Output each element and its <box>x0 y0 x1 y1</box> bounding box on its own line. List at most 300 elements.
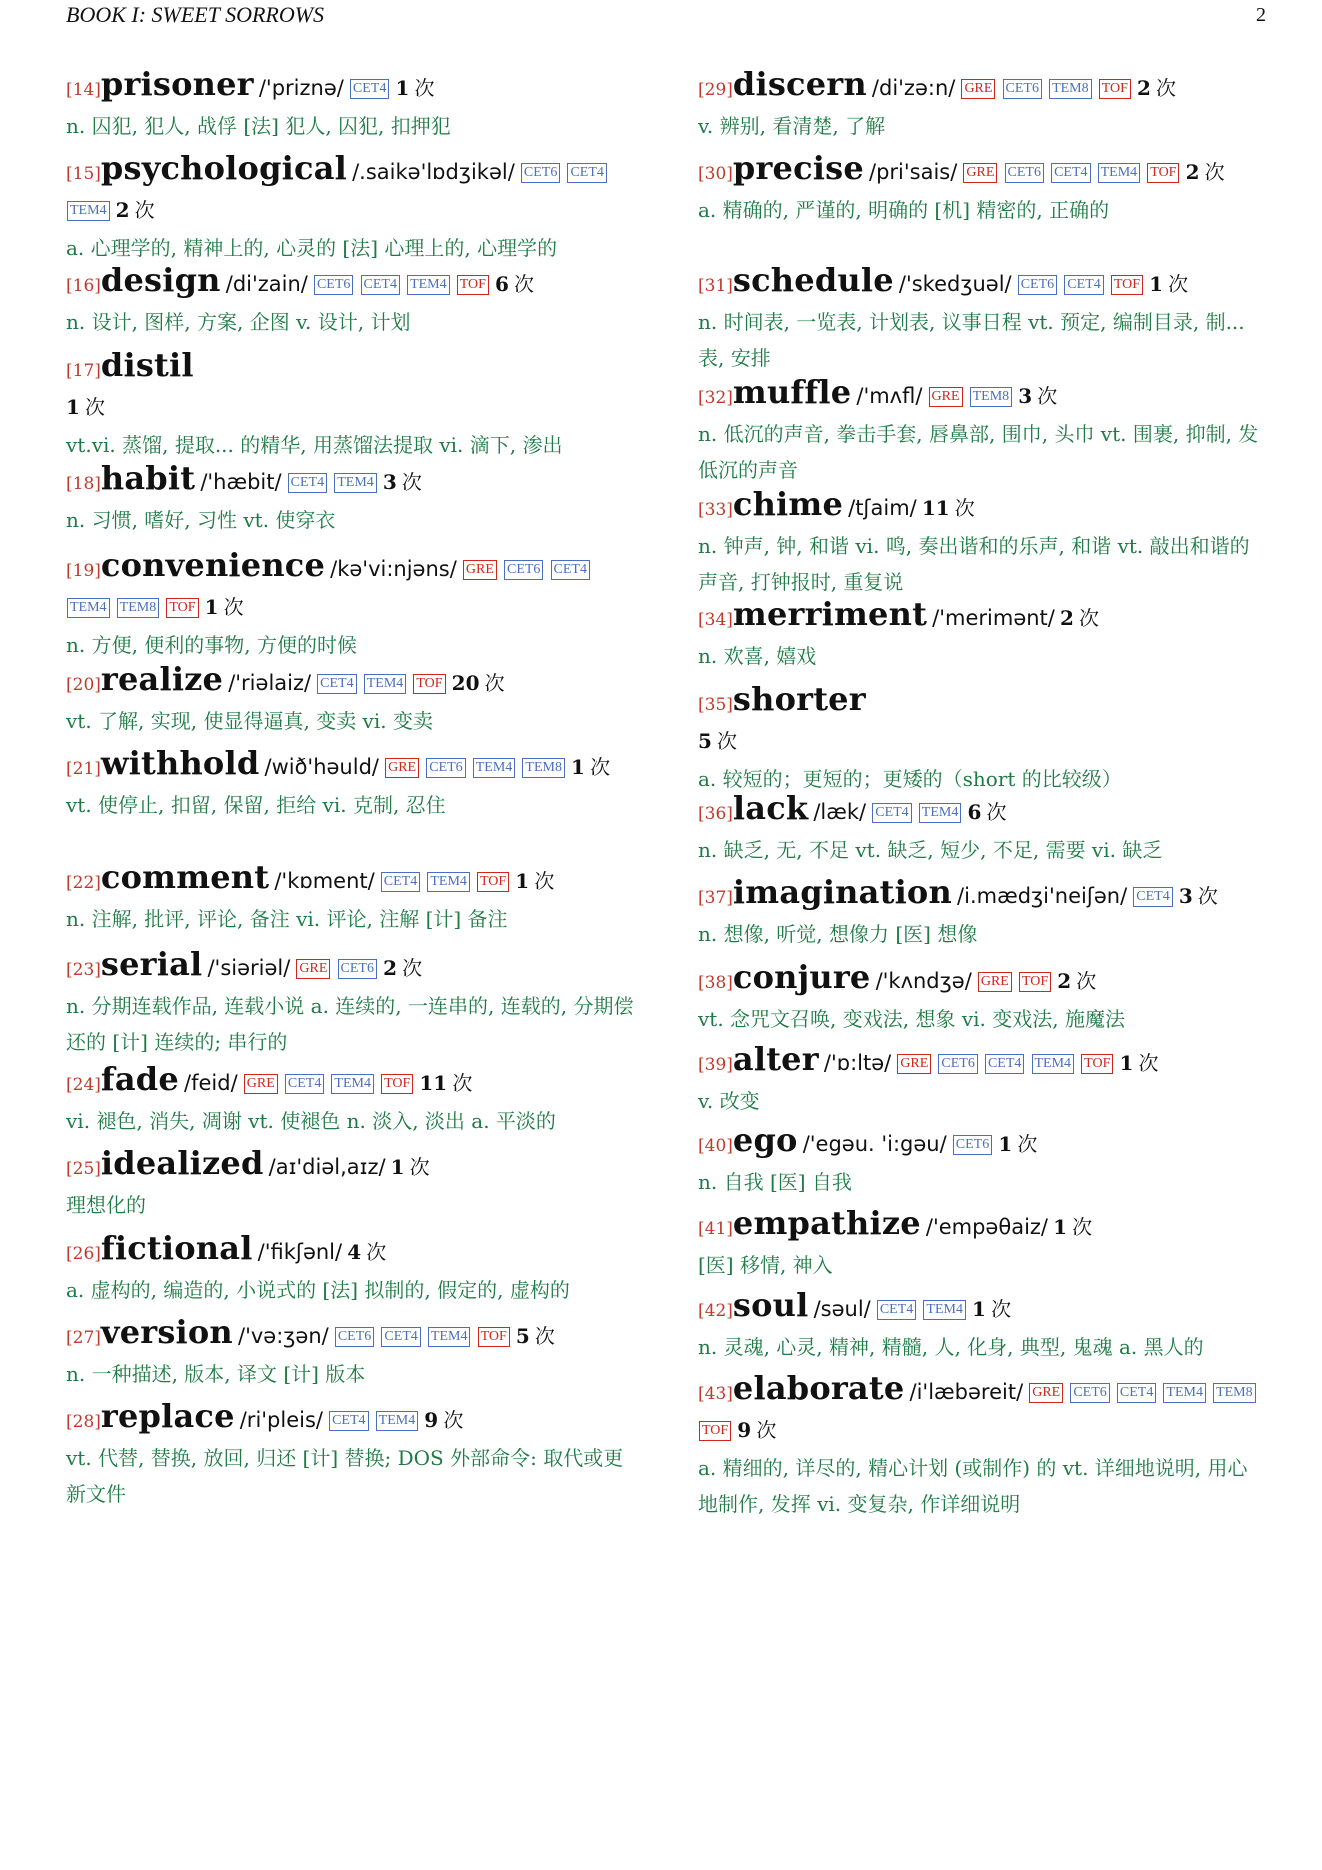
entry-word: empathize <box>732 1204 921 1242</box>
occurrence-unit: 次 <box>366 1240 387 1264</box>
occurrence-unit: 次 <box>443 1408 464 1432</box>
exam-tag-badge: TEM4 <box>334 473 377 493</box>
entry-head <box>698 374 1266 416</box>
exam-tag-badge: CET6 <box>314 275 353 295</box>
exam-tag-badge: TOF <box>381 1074 413 1094</box>
entry-phonetic: /ri'pleis/ <box>239 1408 323 1432</box>
exam-tag-badge: GRE <box>1029 1383 1063 1403</box>
exam-tag-badge: TOF <box>413 674 445 694</box>
occurrence-unit: 次 <box>756 1418 777 1442</box>
entry-phonetic: /.saikə'lɒdʒikəl/ <box>352 160 515 184</box>
entry-head <box>66 547 634 627</box>
exam-tag-badge: TEM4 <box>407 275 450 295</box>
entry-index: [15] <box>66 164 101 184</box>
entry-word: fictional <box>100 1229 253 1267</box>
entry-definition: a. 心理学的, 精神上的, 心灵的 [法] 心理上的, 心理学的 <box>66 236 558 260</box>
entry-head <box>698 874 1266 916</box>
occurrence-count: 2 <box>1057 969 1072 993</box>
entry-word: lack <box>732 789 809 827</box>
vocab-entry <box>698 66 1266 144</box>
occurrence-unit: 次 <box>1017 1132 1038 1156</box>
vocab-entry <box>698 374 1266 488</box>
exam-tag-badge: CET6 <box>1070 1383 1109 1403</box>
entry-head <box>66 1230 634 1272</box>
occurrence-unit: 次 <box>1078 606 1099 630</box>
occurrence-unit: 次 <box>409 1155 430 1179</box>
entry-phonetic: /'siəriəl/ <box>207 956 291 980</box>
exam-tag-badge: CET4 <box>317 674 356 694</box>
entry-index: [25] <box>66 1159 101 1179</box>
entry-index: [27] <box>66 1328 101 1348</box>
occurrence-count: 1 <box>204 595 219 619</box>
entry-phonetic: /kə'vi:njəns/ <box>330 557 457 581</box>
exam-tag-badge: TOF <box>1019 972 1051 992</box>
entry-word: version <box>100 1313 233 1351</box>
book-title: BOOK I: SWEET SORROWS <box>66 2 325 27</box>
exam-tag-badge: CET4 <box>985 1054 1024 1074</box>
vocab-entry <box>66 1314 634 1392</box>
occurrence-count: 2 <box>1185 160 1200 184</box>
entry-definition: [医] 移情, 神入 <box>698 1253 833 1277</box>
entry-index: [19] <box>66 561 101 581</box>
occurrence-unit: 次 <box>414 76 435 100</box>
exam-tag-badge: CET4 <box>877 1300 916 1320</box>
entry-definition: v. 辨别, 看清楚, 了解 <box>698 114 886 138</box>
vocab-entry <box>66 262 634 340</box>
entry-index: [36] <box>698 804 733 824</box>
entry-definition: vi. 褪色, 消失, 凋谢 vt. 使褪色 n. 淡入, 淡出 a. 平淡的 <box>66 1109 556 1133</box>
exam-tag-badge: TEM4 <box>1163 1383 1206 1403</box>
exam-tag-badge: GRE <box>961 79 995 99</box>
exam-tag-badge: GRE <box>978 972 1012 992</box>
entry-phonetic: /'riəlaiz/ <box>228 671 312 695</box>
entry-definition: a. 虚构的, 编造的, 小说式的 [法] 拟制的, 假定的, 虚构的 <box>66 1278 570 1302</box>
exam-tag-badge: TEM4 <box>67 201 110 221</box>
exam-tag-badge: CET4 <box>1117 1383 1156 1403</box>
entry-definition: n. 分期连载作品, 连载小说 a. 连续的, 一连串的, 连载的, 分期偿还的 [计] 连续的; 串行的 <box>66 994 634 1054</box>
occurrence-count: 11 <box>419 1071 448 1095</box>
occurrence-count: 6 <box>495 272 509 296</box>
entry-word: precise <box>732 149 864 187</box>
entry-word: comment <box>100 858 270 896</box>
entry-definition: n. 设计, 图样, 方案, 企图 v. 设计, 计划 <box>66 310 411 334</box>
entry-head <box>66 66 634 108</box>
exam-tag-badge: CET6 <box>521 163 560 183</box>
occurrence-unit: 次 <box>1197 884 1218 908</box>
entry-head <box>698 66 1266 108</box>
entry-index: [43] <box>698 1384 733 1404</box>
exam-tag-badge: CET6 <box>938 1054 977 1074</box>
exam-tag-badge: CET4 <box>361 275 400 295</box>
entry-index: [34] <box>698 610 733 630</box>
vocab-entry <box>66 460 634 538</box>
occurrence-unit: 次 <box>1076 969 1097 993</box>
entry-definition: a. 较短的；更短的；更矮的（short 的比较级） <box>698 767 1122 791</box>
vocab-entry <box>698 150 1266 228</box>
entry-index: [29] <box>698 80 733 100</box>
occurrence-count: 2 <box>383 956 397 980</box>
entry-word: habit <box>100 459 196 497</box>
exam-tag-badge: CET4 <box>1133 887 1172 907</box>
vocab-entry <box>66 946 634 1060</box>
entry-word: alter <box>732 1040 819 1078</box>
entry-word: replace <box>100 1397 235 1435</box>
exam-tag-badge: TOF <box>478 1327 510 1347</box>
entry-definition: n. 一种描述, 版本, 译文 [计] 版本 <box>66 1362 366 1386</box>
occurrence-unit: 次 <box>986 800 1007 824</box>
entry-word: psychological <box>100 149 347 187</box>
entry-head <box>698 1370 1266 1450</box>
exam-tag-badge: GRE <box>463 560 497 580</box>
page-number: 2 <box>1256 4 1266 26</box>
entry-index: [20] <box>66 675 101 695</box>
entry-phonetic: /feid/ <box>184 1071 238 1095</box>
entry-index: [39] <box>698 1055 733 1075</box>
entry-head <box>698 1041 1266 1083</box>
occurrence-count: 1 <box>515 869 530 893</box>
vocab-entry <box>66 150 634 266</box>
entry-index: [35] <box>698 695 733 715</box>
entry-head <box>698 150 1266 192</box>
entry-definition: n. 时间表, 一览表, 计划表, 议事日程 vt. 预定, 编制目录, 制... 表, 安排 <box>698 310 1245 370</box>
occurrence-count: 1 <box>1149 272 1164 296</box>
entry-definition: vt. 了解, 实现, 使显得逼真, 变卖 vi. 变卖 <box>66 709 433 733</box>
occurrence-count: 1 <box>395 76 410 100</box>
exam-tag-badge: CET4 <box>1064 275 1103 295</box>
entry-index: [23] <box>66 960 101 980</box>
vocab-entry <box>698 1287 1266 1365</box>
occurrence-count: 11 <box>921 496 950 520</box>
entry-index: [40] <box>698 1136 733 1156</box>
entry-word: shorter <box>732 680 866 718</box>
occurrence-unit: 次 <box>1138 1051 1159 1075</box>
exam-tag-badge: GRE <box>963 163 997 183</box>
entry-definition: n. 钟声, 钟, 和谐 vi. 鸣, 奏出谐和的乐声, 和谐 vt. 敲出和谐的声音, 打钟报时, 重复说 <box>698 534 1250 594</box>
entry-head <box>698 1205 1266 1247</box>
entry-head <box>66 347 634 427</box>
exam-tag-badge: TEM8 <box>522 758 565 778</box>
entry-phonetic: /'fikʃənl/ <box>257 1240 343 1264</box>
entry-word: design <box>100 261 221 299</box>
entry-index: [26] <box>66 1244 101 1264</box>
exam-tag-badge: CET4 <box>381 1327 420 1347</box>
entry-head <box>698 790 1266 832</box>
entry-head <box>66 946 634 988</box>
entry-definition: n. 缺乏, 无, 不足 vt. 缺乏, 短少, 不足, 需要 vi. 缺乏 <box>698 838 1163 862</box>
entry-word: conjure <box>732 958 871 996</box>
entry-head <box>66 745 634 787</box>
entry-phonetic: /di'zə:n/ <box>871 76 956 100</box>
entry-definition: 理想化的 <box>66 1193 146 1217</box>
entry-word: fade <box>100 1060 179 1098</box>
exam-tag-badge: CET4 <box>329 1411 368 1431</box>
entry-definition: n. 习惯, 嗜好, 习性 vt. 使穿衣 <box>66 508 336 532</box>
entry-phonetic: /'hæbit/ <box>200 470 282 494</box>
entry-phonetic: /aɪ'diəl,aɪz/ <box>268 1155 386 1179</box>
entry-definition: n. 灵魂, 心灵, 精神, 精髓, 人, 化身, 典型, 鬼魂 a. 黑人的 <box>698 1335 1204 1359</box>
entry-definition: n. 想像, 听觉, 想像力 [医] 想像 <box>698 922 978 946</box>
occurrence-unit: 次 <box>954 496 975 520</box>
vocab-entry <box>66 347 634 463</box>
exam-tag-badge: CET6 <box>953 1135 992 1155</box>
exam-tag-badge: TOF <box>699 1421 731 1441</box>
vocab-entry <box>66 1398 634 1512</box>
entry-word: prisoner <box>100 65 254 103</box>
entry-head <box>66 262 634 304</box>
entry-word: merriment <box>732 595 928 633</box>
occurrence-unit: 次 <box>590 755 611 779</box>
entry-definition: v. 改变 <box>698 1089 760 1113</box>
exam-tag-badge: GRE <box>929 387 963 407</box>
entry-word: soul <box>732 1286 809 1324</box>
exam-tag-badge: CET4 <box>288 473 327 493</box>
entry-index: [37] <box>698 888 733 908</box>
occurrence-unit: 次 <box>1204 160 1225 184</box>
exam-tag-badge: CET6 <box>1018 275 1057 295</box>
occurrence-count: 1 <box>1119 1051 1134 1075</box>
entry-index: [16] <box>66 276 101 296</box>
entry-head <box>66 1398 634 1440</box>
exam-tag-badge: GRE <box>897 1054 931 1074</box>
entry-index: [32] <box>698 388 733 408</box>
entry-phonetic: /'və:ʒən/ <box>238 1324 329 1348</box>
entry-phonetic: /wið'həuld/ <box>264 755 379 779</box>
exam-tag-badge: TEM4 <box>919 803 962 823</box>
entry-word: imagination <box>732 873 952 911</box>
occurrence-unit: 次 <box>223 595 244 619</box>
entry-head <box>698 1122 1266 1164</box>
entry-head <box>698 262 1266 304</box>
vocab-entry <box>66 1145 634 1223</box>
entry-word: distil <box>100 346 194 384</box>
entry-phonetic: /i'læbəreit/ <box>909 1380 1024 1404</box>
occurrence-count: 2 <box>115 198 130 222</box>
entry-word: elaborate <box>732 1369 905 1407</box>
entry-phonetic: /'skedʒuəl/ <box>898 272 1012 296</box>
exam-tag-badge: TEM4 <box>376 1411 419 1431</box>
exam-tag-badge: GRE <box>244 1074 278 1094</box>
occurrence-unit: 次 <box>1168 272 1189 296</box>
exam-tag-badge: GRE <box>385 758 419 778</box>
entry-index: [38] <box>698 973 733 993</box>
vocab-entry <box>698 262 1266 376</box>
exam-tag-badge: CET4 <box>1051 163 1090 183</box>
exam-tag-badge: TOF <box>1099 79 1131 99</box>
occurrence-unit: 次 <box>134 198 155 222</box>
vocab-entry <box>66 745 634 823</box>
exam-tag-badge: CET6 <box>504 560 543 580</box>
exam-tag-badge: TOF <box>457 275 489 295</box>
entry-index: [22] <box>66 873 101 893</box>
entry-definition: a. 精确的, 严谨的, 明确的 [机] 精密的, 正确的 <box>698 198 1110 222</box>
entry-word: withhold <box>100 744 260 782</box>
vocab-entry <box>698 1041 1266 1119</box>
exam-tag-badge: TEM4 <box>428 1327 471 1347</box>
entry-definition: vt. 使停止, 扣留, 保留, 拒给 vi. 克制, 忍住 <box>66 793 446 817</box>
occurrence-count: 5 <box>515 1324 530 1348</box>
exam-tag-badge: TEM4 <box>427 872 470 892</box>
entry-index: [33] <box>698 500 733 520</box>
exam-tag-badge: TEM4 <box>473 758 516 778</box>
entry-phonetic: /'ɒ:ltə/ <box>823 1051 892 1075</box>
vocab-entry <box>698 596 1266 674</box>
entry-head <box>698 596 1266 638</box>
vocab-entry <box>66 1230 634 1308</box>
vocab-entry <box>698 874 1266 952</box>
entry-head <box>698 486 1266 528</box>
vocab-entry <box>698 681 1266 797</box>
exam-tag-badge: TEM4 <box>1098 163 1141 183</box>
exam-tag-badge: TOF <box>1147 163 1179 183</box>
occurrence-unit: 次 <box>402 956 423 980</box>
entry-index: [18] <box>66 474 101 494</box>
occurrence-unit: 次 <box>534 869 555 893</box>
entry-definition: vt. 念咒文召唤, 变戏法, 想象 vi. 变戏法, 施魔法 <box>698 1007 1125 1031</box>
entry-word: realize <box>100 660 224 698</box>
vocab-entry <box>66 661 634 739</box>
entry-definition: n. 囚犯, 犯人, 战俘 [法] 犯人, 囚犯, 扣押犯 <box>66 114 451 138</box>
exam-tag-badge: CET4 <box>551 560 590 580</box>
vocab-entry <box>66 859 634 937</box>
vocab-entry <box>698 1205 1266 1283</box>
exam-tag-badge: CET6 <box>338 959 377 979</box>
vocab-entry <box>66 66 634 144</box>
entry-head <box>66 1061 634 1103</box>
exam-tag-badge: CET4 <box>350 79 389 99</box>
exam-tag-badge: CET6 <box>1003 79 1042 99</box>
exam-tag-badge: TEM4 <box>67 598 110 618</box>
occurrence-count: 20 <box>451 671 480 695</box>
entry-phonetic: /'mʌfl/ <box>856 384 923 408</box>
occurrence-unit: 次 <box>1072 1215 1093 1239</box>
entry-word: discern <box>732 65 867 103</box>
entry-word: idealized <box>100 1144 264 1182</box>
entry-phonetic: /i.mædʒi'neiʃən/ <box>957 884 1128 908</box>
occurrence-count: 3 <box>382 470 397 494</box>
exam-tag-badge: TEM4 <box>923 1300 966 1320</box>
vocab-entry <box>66 547 634 663</box>
entry-phonetic: /'merimənt/ <box>932 606 1055 630</box>
occurrence-unit: 次 <box>717 729 738 753</box>
entry-word: ego <box>732 1121 798 1159</box>
entry-head <box>66 1145 634 1187</box>
exam-tag-badge: CET6 <box>1005 163 1044 183</box>
occurrence-unit: 次 <box>534 1324 555 1348</box>
entry-index: [24] <box>66 1075 101 1095</box>
entry-word: chime <box>732 485 844 523</box>
occurrence-count: 9 <box>424 1408 439 1432</box>
occurrence-count: 1 <box>972 1297 986 1321</box>
entry-definition: n. 注解, 批评, 评论, 备注 vi. 评论, 注解 [计] 备注 <box>66 907 508 931</box>
occurrence-unit: 次 <box>85 395 106 419</box>
entry-definition: a. 精细的, 详尽的, 精心计划 (或制作) 的 vt. 详细地说明, 用心地制作, 发挥 vi. 变复杂, 作详细说明 <box>698 1456 1248 1516</box>
exam-tag-badge: CET4 <box>285 1074 324 1094</box>
occurrence-count: 3 <box>1178 884 1193 908</box>
exam-tag-badge: CET4 <box>872 803 911 823</box>
entry-head <box>698 959 1266 1001</box>
entry-phonetic: /'priznə/ <box>258 76 344 100</box>
entry-definition: vt.vi. 蒸馏, 提取... 的精华, 用蒸馏法提取 vi. 滴下, 渗出 <box>66 433 563 457</box>
exam-tag-badge: TOF <box>1081 1054 1113 1074</box>
exam-tag-badge: TEM4 <box>331 1074 374 1094</box>
entry-head <box>698 681 1266 761</box>
entry-word: convenience <box>100 546 326 584</box>
occurrence-unit: 次 <box>452 1071 473 1095</box>
entry-phonetic: /səul/ <box>813 1297 871 1321</box>
exam-tag-badge: TEM4 <box>364 674 407 694</box>
occurrence-count: 1 <box>390 1155 405 1179</box>
entry-index: [30] <box>698 164 733 184</box>
occurrence-count: 2 <box>1059 606 1074 630</box>
entry-definition: n. 低沉的声音, 拳击手套, 唇鼻部, 围巾, 头巾 vt. 围裹, 抑制, 发低沉的声音 <box>698 422 1259 482</box>
vocab-entry <box>698 1370 1266 1522</box>
occurrence-count: 9 <box>737 1418 752 1442</box>
entry-definition: n. 方便, 便利的事物, 方便的时候 <box>66 633 358 657</box>
entry-definition: n. 欢喜, 嬉戏 <box>698 644 817 668</box>
exam-tag-badge: TOF <box>166 598 198 618</box>
vocab-entry <box>698 959 1266 1037</box>
vocab-entry <box>66 1061 634 1139</box>
occurrence-unit: 次 <box>1156 76 1177 100</box>
exam-tag-badge: TEM4 <box>1032 1054 1075 1074</box>
exam-tag-badge: TOF <box>477 872 509 892</box>
entry-word: schedule <box>732 261 894 299</box>
entry-phonetic: /'empəθaiz/ <box>925 1215 1048 1239</box>
occurrence-count: 4 <box>347 1240 362 1264</box>
entry-definition: n. 自我 [医] 自我 <box>698 1170 852 1194</box>
entry-index: [28] <box>66 1412 101 1432</box>
entry-head <box>66 460 634 502</box>
exam-tag-badge: CET6 <box>335 1327 374 1347</box>
occurrence-count: 2 <box>1137 76 1151 100</box>
occurrence-count: 1 <box>571 755 585 779</box>
entry-index: [14] <box>66 80 101 100</box>
entry-phonetic: /tʃaim/ <box>848 496 917 520</box>
entry-index: [21] <box>66 759 101 779</box>
exam-tag-badge: CET6 <box>426 758 465 778</box>
entry-phonetic: /'kʌndʒə/ <box>875 969 972 993</box>
occurrence-unit: 次 <box>401 470 422 494</box>
vocab-entry <box>698 790 1266 868</box>
exam-tag-badge: TOF <box>1111 275 1143 295</box>
entry-word: muffle <box>732 373 852 411</box>
exam-tag-badge: CET4 <box>381 872 420 892</box>
occurrence-count: 1 <box>66 395 80 419</box>
entry-head <box>66 1314 634 1356</box>
entry-phonetic: /'egəu. 'i:gəu/ <box>802 1132 947 1156</box>
occurrence-unit: 次 <box>1037 384 1058 408</box>
occurrence-count: 1 <box>1053 1215 1068 1239</box>
entry-head <box>66 150 634 230</box>
exam-tag-badge: TEM8 <box>117 598 160 618</box>
occurrence-count: 5 <box>698 729 712 753</box>
exam-tag-badge: GRE <box>296 959 330 979</box>
entry-index: [41] <box>698 1219 733 1239</box>
occurrence-count: 3 <box>1018 384 1033 408</box>
exam-tag-badge: CET4 <box>567 163 606 183</box>
entry-head <box>698 1287 1266 1329</box>
entry-index: [31] <box>698 276 733 296</box>
occurrence-count: 1 <box>998 1132 1013 1156</box>
entry-word: serial <box>100 945 203 983</box>
exam-tag-badge: TEM8 <box>1049 79 1092 99</box>
entry-index: [42] <box>698 1301 733 1321</box>
vocab-entry <box>698 486 1266 600</box>
entry-head <box>66 661 634 703</box>
vocab-entry <box>698 1122 1266 1200</box>
entry-phonetic: /pri'sais/ <box>869 160 958 184</box>
entry-phonetic: /læk/ <box>813 800 867 824</box>
